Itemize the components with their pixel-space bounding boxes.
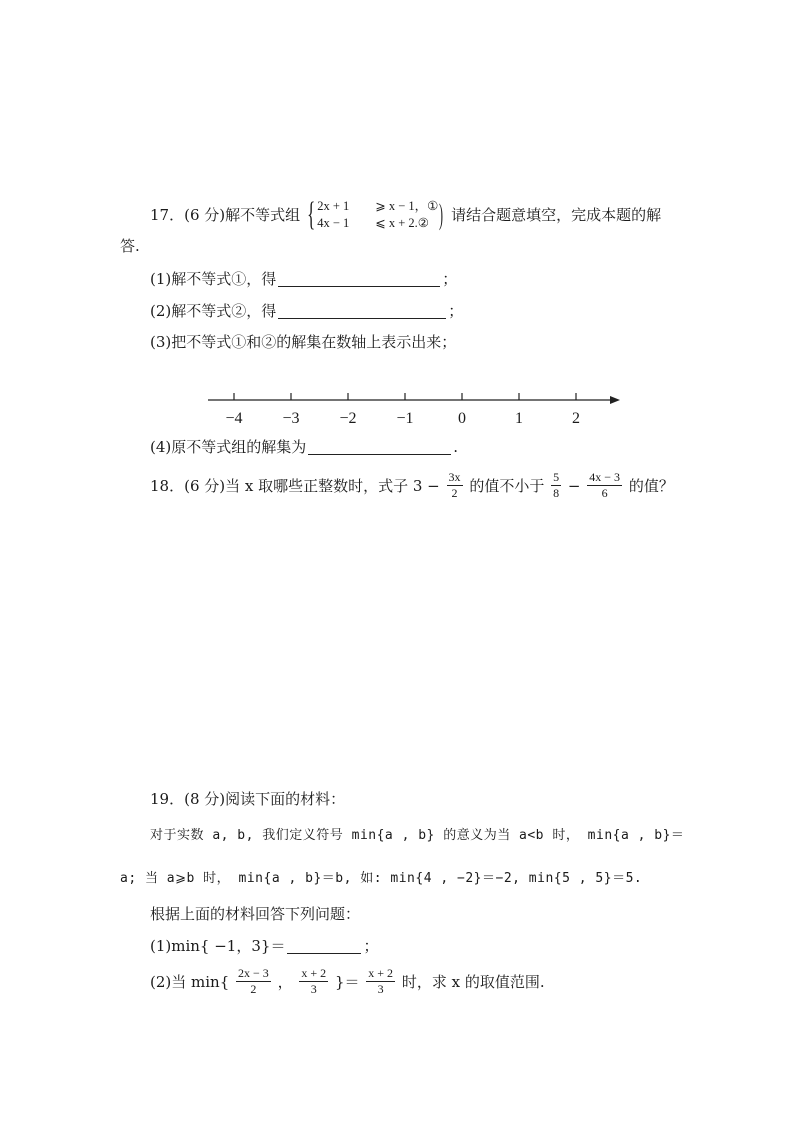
- q18-suffix: 的值？: [628, 476, 674, 495]
- q17-part1-label: (1)解不等式①，得: [150, 270, 277, 288]
- answer-blank-1[interactable]: [278, 272, 440, 287]
- q17-part4-end: .: [453, 438, 459, 456]
- q19-part1-label: (1)min{ −1，3}＝: [150, 937, 286, 955]
- number-line-tick-label: −2: [339, 410, 357, 427]
- q17-prefix: 17．(6 分)解不等式组: [150, 206, 301, 224]
- q18-prefix: 18．(6 分)当 x 取哪些正整数时，式子 3 −: [150, 476, 440, 495]
- q17-part2-end: ；: [448, 302, 464, 320]
- q17-part4: [150, 436, 458, 457]
- number-line-tick-label: −3: [282, 410, 300, 427]
- q19-part1: [150, 935, 378, 956]
- q19-part2-prefix: (2)当 min{: [150, 972, 230, 991]
- q19-part2-suffix: 时，求 x 的取值范围.: [401, 972, 545, 991]
- q17-suffix: 请结合题意填空，完成本题的解: [451, 206, 662, 224]
- ineq1-lhs: 2x + 1: [317, 199, 350, 213]
- number-line-tick-label: −4: [225, 410, 243, 427]
- q18-minus: −: [567, 476, 581, 495]
- q17-line: [150, 198, 661, 232]
- q18-frac3: $\frac{4x - 3}{6}$: [589, 470, 621, 500]
- ineq2-rhs: ⩽ x + 2.②: [375, 216, 429, 230]
- q17-inequality-system: [305, 198, 446, 232]
- answer-blank-2[interactable]: [278, 304, 446, 319]
- q19-part1-end: ；: [363, 937, 379, 955]
- q17-part4-label: (4)原不等式组的解集为: [150, 438, 307, 456]
- q19-para1: 对于实数 a, b, 我们定义符号 min{a , b} 的意义为当 a<b 时， min{a , b}＝: [150, 828, 685, 843]
- q19-comma: ，: [277, 972, 293, 991]
- ineq2-lhs: 4x − 1: [317, 216, 350, 230]
- q18-frac2: $\frac{5}{8}$: [553, 470, 560, 500]
- q18-frac1: $\frac{3x}{2}$: [448, 470, 461, 500]
- q17-part3: [150, 332, 456, 352]
- q19-title: 19．(8 分)阅读下面的材料：: [150, 790, 346, 808]
- q18-line: [150, 470, 674, 501]
- number-line-tick-label: 1: [515, 410, 523, 427]
- number-line-tick-label: −1: [396, 410, 414, 427]
- q19-prompt: 根据上面的材料回答下列问题：: [150, 905, 361, 923]
- number-line-tick-label: 2: [572, 410, 580, 427]
- q19-close: }＝: [334, 972, 360, 991]
- q19-frac1: $\frac{2x - 3}{2}$: [238, 966, 269, 996]
- answer-blank-3[interactable]: [308, 440, 451, 455]
- left-brace-icon: {: [306, 196, 316, 233]
- q17-part2: [150, 300, 463, 321]
- answer-blank-4[interactable]: [287, 939, 361, 954]
- number-line-tick-label: 0: [458, 410, 466, 427]
- number-line-ticks: [234, 393, 576, 400]
- number-line: [200, 385, 630, 435]
- right-paren-icon: ): [439, 198, 444, 231]
- arrow-right-icon: [610, 396, 620, 404]
- q19-part2: [150, 966, 545, 997]
- q19-para2: a; 当 a⩾b 时， min{a , b}＝b, 如: min{4 , −2}＝−2, min{5 , 5}＝5.: [120, 871, 643, 886]
- q18-middle: 的值不小于: [469, 476, 545, 495]
- q17-suffix2: 答.: [120, 237, 140, 255]
- q17-part3-label: (3)把不等式①和②的解集在数轴上表示出来；: [150, 333, 457, 351]
- q17-part1-end: ；: [442, 270, 458, 288]
- q19-frac3: $\frac{x + 2}{3}$: [368, 966, 394, 996]
- q17-suffix2-line: [120, 236, 140, 256]
- ineq1-rhs: ⩾ x − 1，①: [375, 199, 439, 213]
- q19-frac2: $\frac{x + 2}{3}$: [301, 966, 327, 996]
- q17-part2-label: (2)解不等式②，得: [150, 302, 277, 320]
- q17-part1: [150, 268, 457, 289]
